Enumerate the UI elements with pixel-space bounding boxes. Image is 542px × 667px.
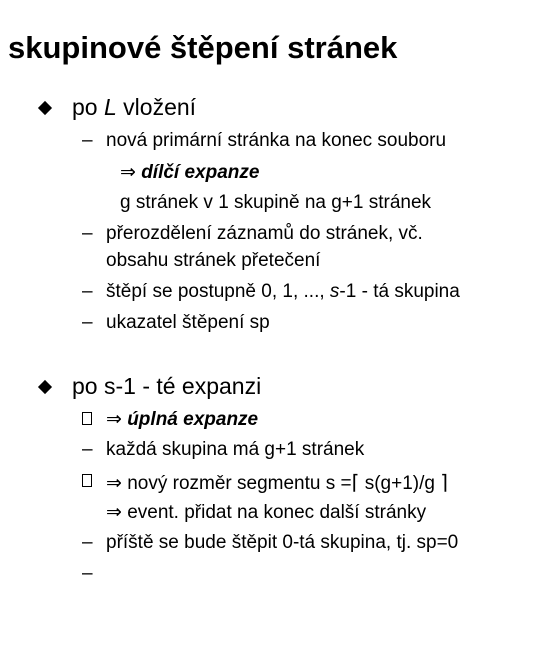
dash-bullet: – <box>82 563 93 584</box>
list-item: ukazatel štěpení sp <box>106 312 270 333</box>
list-item: ⇒ dílčí expanze <box>120 162 260 183</box>
dash-bullet: – <box>82 281 93 302</box>
ceil-right-icon: ⌉ <box>440 472 449 494</box>
implies-icon: ⇒ <box>106 502 122 523</box>
dash-bullet: – <box>82 130 93 151</box>
list-item: každá skupina má g+1 stránek <box>106 439 365 460</box>
dash-bullet: – <box>82 532 93 553</box>
implies-icon: ⇒ <box>120 162 136 183</box>
list-item: štěpí se postupně 0, 1, ..., s-1 - tá skupina <box>106 281 460 302</box>
list-item-continuation: obsahu stránek přetečení <box>106 250 321 271</box>
section2-heading: po s-1 - té expanzi <box>72 373 262 399</box>
list-item: ⇒ event. přidat na konec další stránky <box>106 502 427 523</box>
dash-bullet: – <box>82 223 93 244</box>
missing-glyph-box-icon <box>82 474 92 487</box>
list-item: ⇒ úplná expanze <box>106 409 259 430</box>
list-item: g stránek v 1 skupině na g+1 stránek <box>120 192 432 213</box>
section1-heading: po L vložení <box>72 94 197 120</box>
list-item: nová primární stránka na konec souboru <box>106 130 447 151</box>
implies-icon: ⇒ <box>106 473 122 494</box>
dash-bullet: – <box>82 439 93 460</box>
diamond-bullet-icon <box>38 101 52 115</box>
page-title: skupinové štěpení stránek <box>8 30 398 65</box>
list-item: příště se bude štěpit 0-tá skupina, tj. sp=0 <box>106 532 459 553</box>
missing-glyph-box-icon <box>82 412 92 425</box>
list-item: přerozdělení záznamů do stránek, vč. <box>106 223 423 244</box>
list-item: ⇒ nový rozměr segmentu s =⌈ s(g+1)/g ⌉ <box>106 472 449 494</box>
ceil-left-icon: ⌈ <box>351 472 360 494</box>
diamond-bullet-icon <box>38 380 52 394</box>
implies-icon: ⇒ <box>106 409 122 430</box>
dash-bullet: – <box>82 312 93 333</box>
